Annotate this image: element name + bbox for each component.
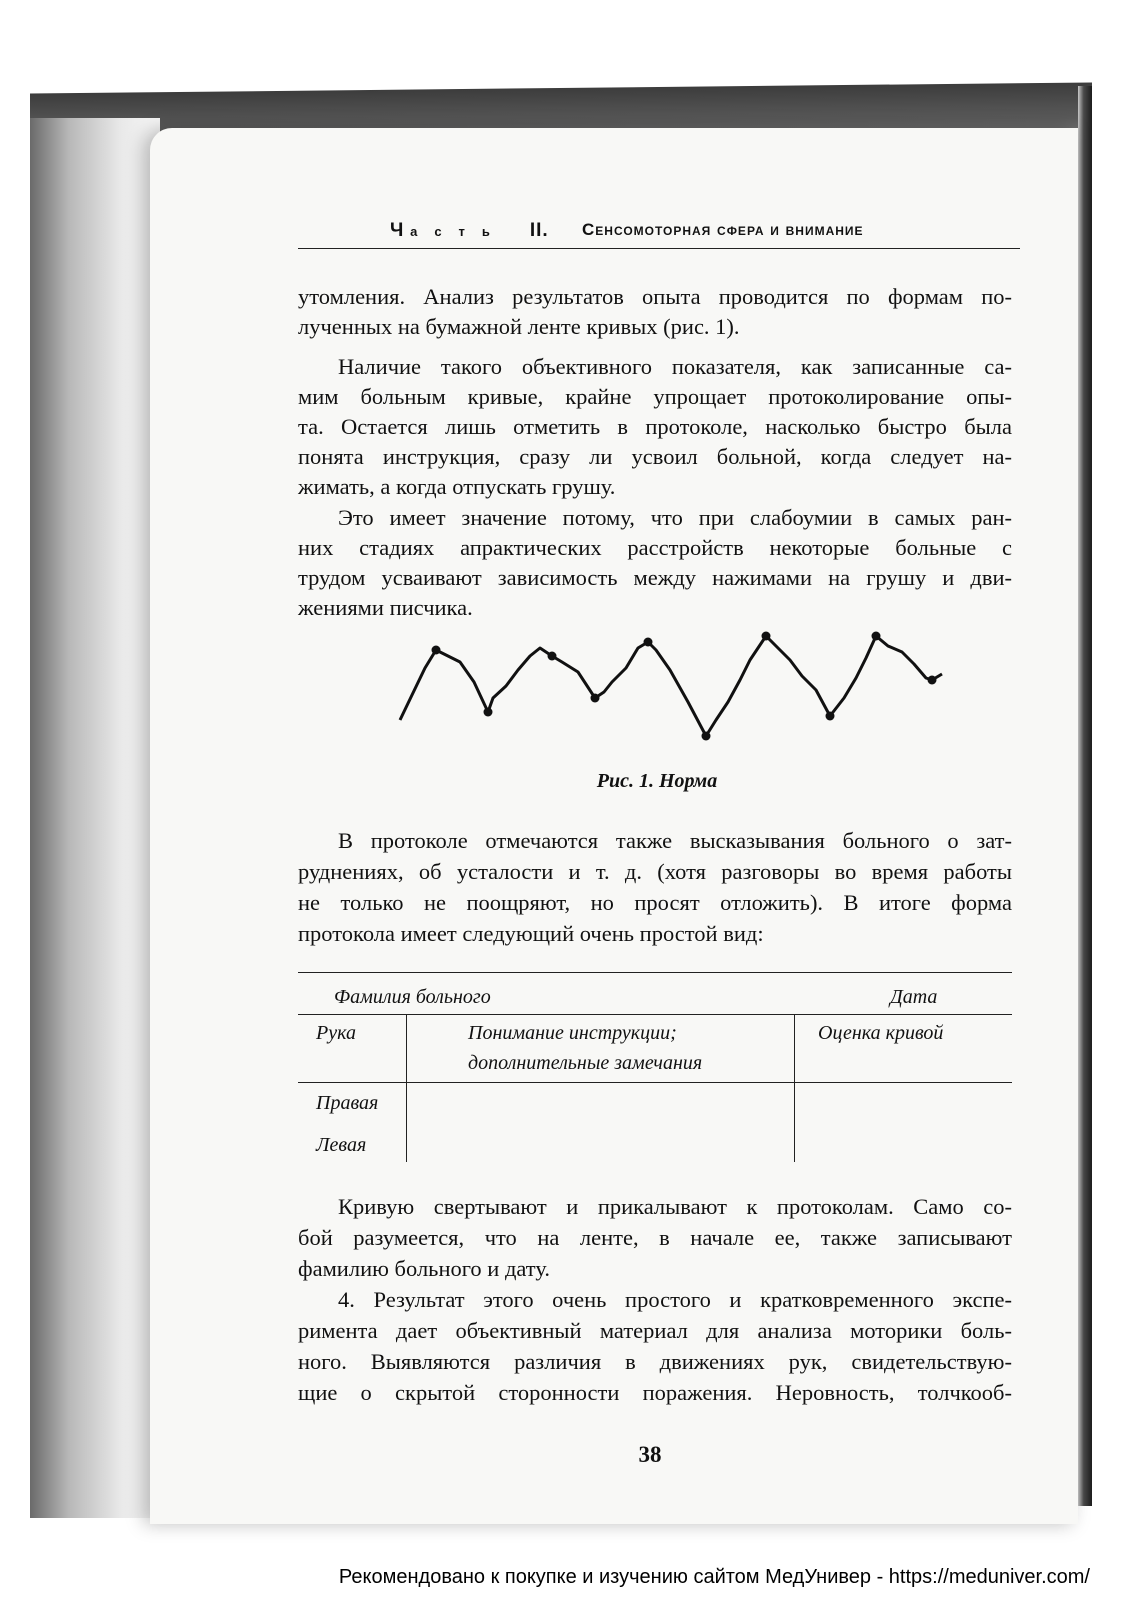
text-line: не только не поощряют, но просят отложить). В итоге форма bbox=[298, 890, 1012, 915]
curve-point bbox=[826, 712, 835, 721]
surname-label: Фамилия больного bbox=[334, 986, 491, 1008]
text-line: утомления. Анализ результатов опыта проводится по формам по- bbox=[298, 284, 1012, 309]
recorded-curve-line bbox=[400, 636, 942, 736]
curve-point bbox=[928, 676, 937, 685]
running-head-title: Сенсомоторная сфера и внимание bbox=[582, 220, 864, 239]
table-column-divider bbox=[406, 1014, 407, 1162]
column-header-understanding-line1: Понимание инструкции; bbox=[468, 1022, 677, 1044]
text-line: протокола имеет следующий очень простой вид: bbox=[298, 921, 764, 946]
date-label: Дата bbox=[890, 986, 938, 1008]
running-head bbox=[298, 218, 1020, 249]
table-column-divider bbox=[794, 1014, 795, 1162]
text-line: жениями писчика. bbox=[298, 595, 473, 620]
curve-point bbox=[702, 732, 711, 741]
page-number: 38 bbox=[638, 1442, 662, 1467]
text-line: та. Остается лишь отметить в протоколе, насколько быстро была bbox=[298, 414, 1012, 439]
text-line: трудом усваивают зависимость между нажимами на грушу и дви- bbox=[298, 565, 1012, 590]
text-line: них стадиях апрактических расстройств некоторые больные с bbox=[298, 535, 1012, 560]
scan-shadow-right bbox=[1078, 86, 1092, 1506]
text-line: жимать, а когда отпускать грушу. bbox=[298, 474, 616, 499]
text-line: фамилию больного и дату. bbox=[298, 1256, 550, 1281]
recorded-curve-figure bbox=[390, 620, 950, 760]
curve-point bbox=[548, 652, 557, 661]
text-line: римента дает объективный материал для анализа моторики боль- bbox=[298, 1318, 1012, 1343]
curve-point bbox=[484, 708, 493, 717]
text-line: щие о скрытой сторонности поражения. Неровность, толчкооб- bbox=[298, 1380, 1012, 1405]
running-head-part bbox=[390, 220, 549, 242]
text-line: Кривую свертывают и прикалывают к протоколам. Само со- bbox=[338, 1194, 1012, 1219]
column-header-understanding-line2: дополнительные замечания bbox=[468, 1052, 703, 1074]
text-line: понята инструкция, сразу ли усвоил больной, когда следует на- bbox=[298, 444, 1012, 469]
text-line: руднениях, об усталости и т. д. (хотя разговоры во время работы bbox=[298, 859, 1012, 884]
text-line: Это имеет значение потому, что при слабоумии в самых ран- bbox=[338, 505, 1012, 530]
part-number: II. bbox=[529, 220, 549, 241]
part-prefix: Ч bbox=[390, 220, 405, 241]
footer-recommendation-note: Рекомендовано к покупке и изучению сайтом МедУнивер - https://meduniver.com/ bbox=[338, 1566, 1090, 1588]
text-line: В протоколе отмечаются также высказывания больного о зат- bbox=[338, 828, 1012, 853]
text-line: ного. Выявляются различия в движениях рук, свидетельствую- bbox=[298, 1349, 1012, 1374]
curve-point bbox=[762, 632, 771, 641]
text-line: мим больным кривые, крайне упрощает протоколирование опы- bbox=[298, 384, 1012, 409]
text-line: бой разумеется, что на ленте, в начале ее, также записывают bbox=[298, 1225, 1012, 1250]
table-rule-body bbox=[298, 1082, 1012, 1083]
text-line: Наличие такого объективного показателя, как записанные са- bbox=[338, 354, 1012, 379]
protocol-form-table bbox=[298, 970, 1012, 1170]
part-word: асть bbox=[410, 224, 507, 239]
curve-point bbox=[432, 646, 441, 655]
curve-point bbox=[591, 694, 600, 703]
curve-point bbox=[644, 638, 653, 647]
row-left-hand: Левая bbox=[316, 1134, 367, 1156]
text-line: лученных на бумажной ленте кривых (рис. 1). bbox=[298, 314, 740, 339]
column-header-curve: Оценка кривой bbox=[818, 1022, 944, 1044]
curve-point bbox=[872, 632, 881, 641]
row-right-hand: Правая bbox=[316, 1092, 379, 1114]
column-header-hand: Рука bbox=[316, 1022, 356, 1044]
text-line: 4. Результат этого очень простого и кратковременного экспе- bbox=[338, 1287, 1012, 1312]
table-rule-top bbox=[298, 972, 1012, 973]
scan-shadow-left bbox=[30, 118, 160, 1518]
figure-caption: Рис. 1. Норма bbox=[596, 770, 718, 792]
